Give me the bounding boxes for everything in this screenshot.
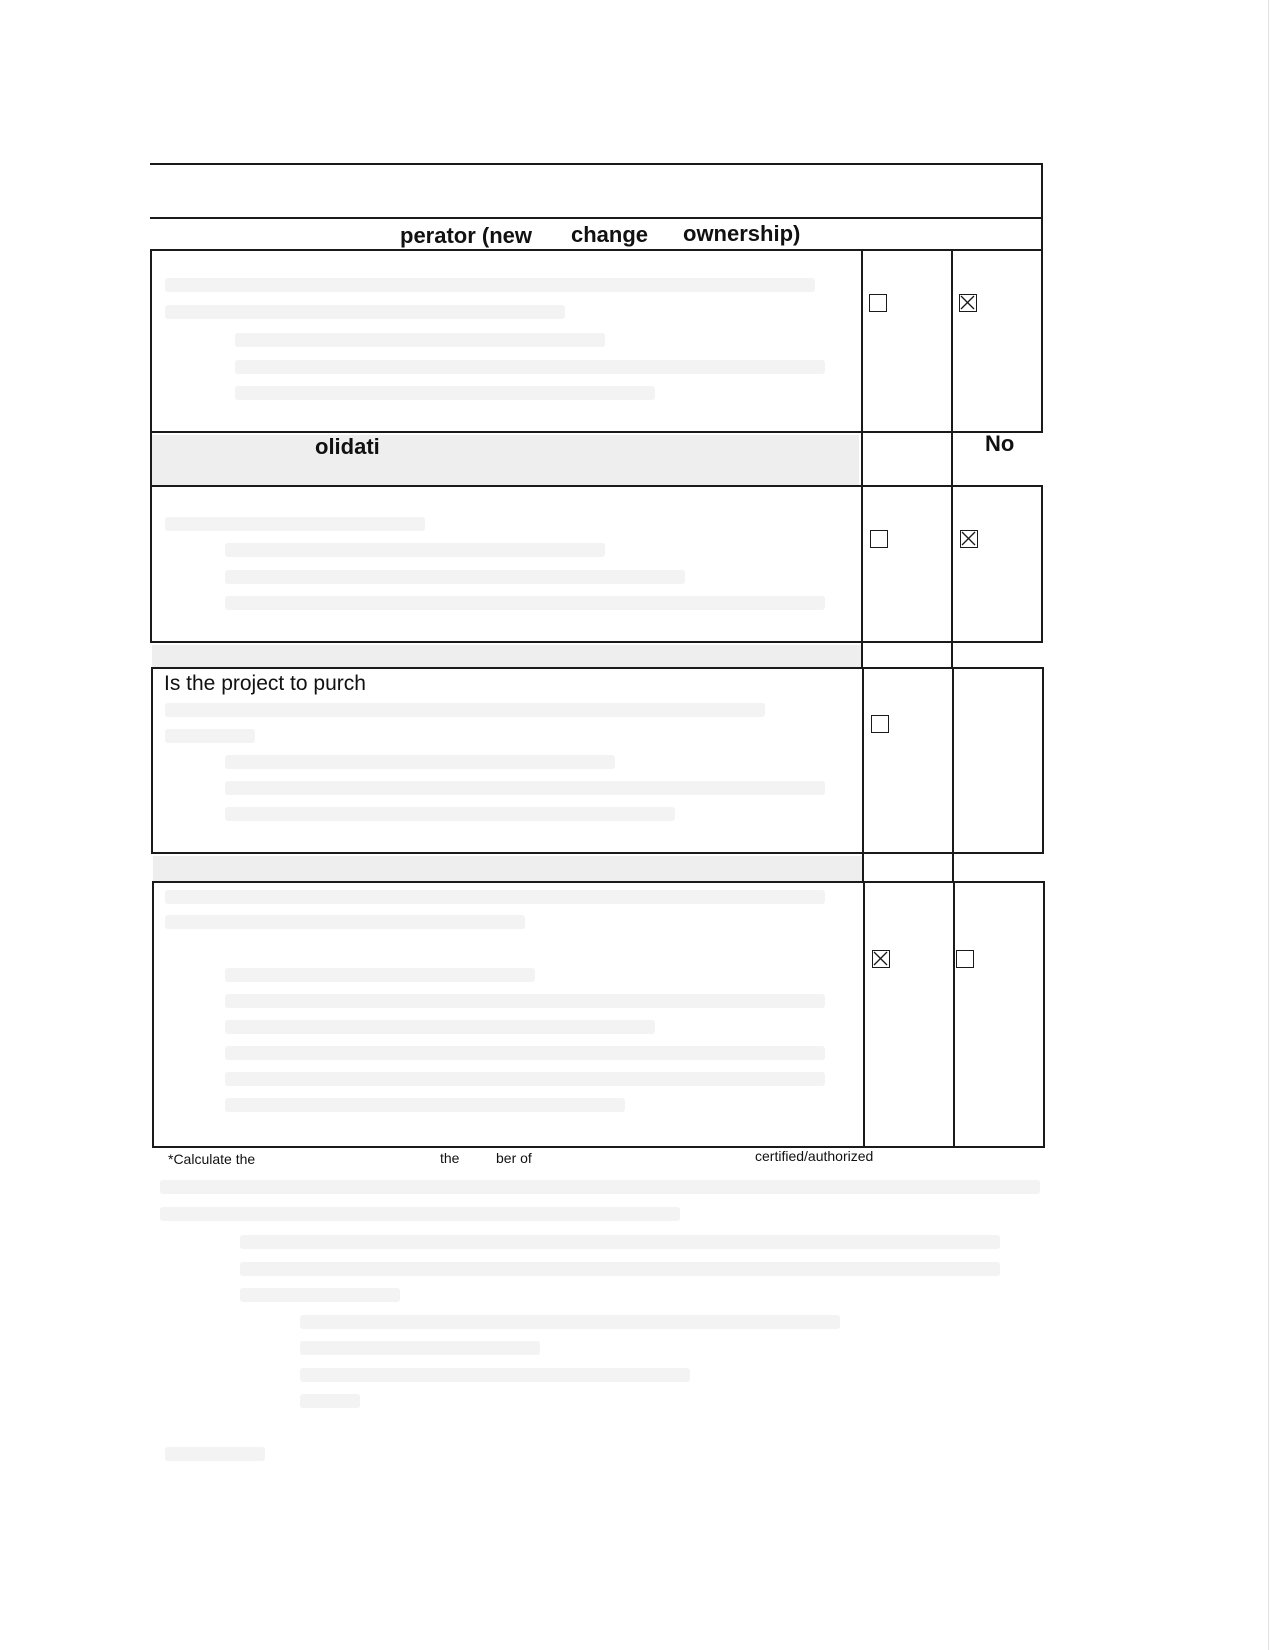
faint-text-line: [225, 968, 535, 982]
faint-text-line: [165, 1447, 265, 1461]
faint-text-line: [235, 360, 825, 374]
x-mark-icon: [873, 951, 888, 966]
consolidation-header-row: [150, 431, 1043, 487]
divider-1b: [951, 249, 953, 433]
header-text-operator: perator (new: [400, 223, 533, 248]
divider-3a: [862, 667, 864, 854]
x-mark-icon: [960, 295, 975, 310]
faint-text-line: [225, 596, 825, 610]
faint-text-line: [225, 781, 825, 795]
row-3-yes-checkbox[interactable]: [871, 715, 889, 733]
header-text-change: change: [571, 222, 649, 247]
page-edge: [1268, 0, 1269, 1650]
no-column-header: No: [985, 431, 1015, 456]
divider-4a: [863, 881, 865, 1148]
faint-text-line: [225, 1098, 625, 1112]
divider-h3a: [861, 643, 863, 669]
divider-2b: [951, 485, 953, 643]
faint-text-line: [235, 386, 655, 400]
divider-2a: [861, 485, 863, 643]
divider-h4a: [862, 854, 864, 883]
faint-text-line: [225, 755, 615, 769]
x-mark-icon: [961, 531, 976, 546]
form-title-box: [150, 163, 1043, 219]
row-1-yes-checkbox[interactable]: [869, 294, 887, 312]
faint-text-line: [225, 1046, 825, 1060]
footnote-text-4: certified/authorized: [755, 1148, 874, 1164]
header-text-ownership: ownership): [683, 221, 801, 246]
footnote-text-1: *Calculate the: [168, 1151, 256, 1167]
faint-text-line: [300, 1394, 360, 1408]
footnote-text-2: the: [440, 1150, 460, 1166]
faint-text-line: [225, 1020, 655, 1034]
question-3-text: Is the project to purch: [164, 672, 366, 695]
section-3-header-shade: [152, 645, 861, 667]
row-1-no-checkbox[interactable]: [959, 294, 977, 312]
faint-text-line: [160, 1207, 680, 1221]
row-2-yes-checkbox[interactable]: [870, 530, 888, 548]
faint-text-line: [165, 517, 425, 531]
faint-text-line: [300, 1368, 690, 1382]
faint-text-line: [240, 1235, 1000, 1249]
faint-text-line: [225, 570, 685, 584]
row-4-no-checkbox[interactable]: [956, 950, 974, 968]
faint-text-line: [165, 729, 255, 743]
faint-text-line: [165, 278, 815, 292]
faint-text-line: [225, 543, 605, 557]
divider-h3b: [951, 643, 953, 669]
faint-text-line: [165, 703, 765, 717]
divider-h2b: [951, 431, 953, 487]
consolidation-label: olidati: [315, 434, 380, 459]
faint-text-line: [225, 1072, 825, 1086]
faint-text-line: [240, 1262, 1000, 1276]
faint-text-line: [235, 333, 605, 347]
faint-text-line: [300, 1315, 840, 1329]
faint-text-line: [300, 1341, 540, 1355]
faint-text-line: [240, 1288, 400, 1302]
faint-text-line: [165, 915, 525, 929]
divider-h2a: [861, 431, 863, 487]
operator-header-row: [150, 217, 1043, 251]
divider-1a: [861, 249, 863, 433]
faint-text-line: [225, 807, 675, 821]
question-block-2: [150, 485, 1043, 643]
divider-h4b: [952, 854, 954, 883]
row-4-yes-checkbox[interactable]: [872, 950, 890, 968]
faint-text-line: [165, 305, 565, 319]
divider-4b: [953, 881, 955, 1148]
row-2-no-checkbox[interactable]: [960, 530, 978, 548]
faint-text-line: [225, 994, 825, 1008]
faint-text-line: [165, 890, 825, 904]
section-4-header-shade: [153, 856, 862, 882]
divider-3b: [952, 667, 954, 854]
faint-text-line: [160, 1180, 1040, 1194]
footnote-text-3: ber of: [496, 1150, 532, 1166]
